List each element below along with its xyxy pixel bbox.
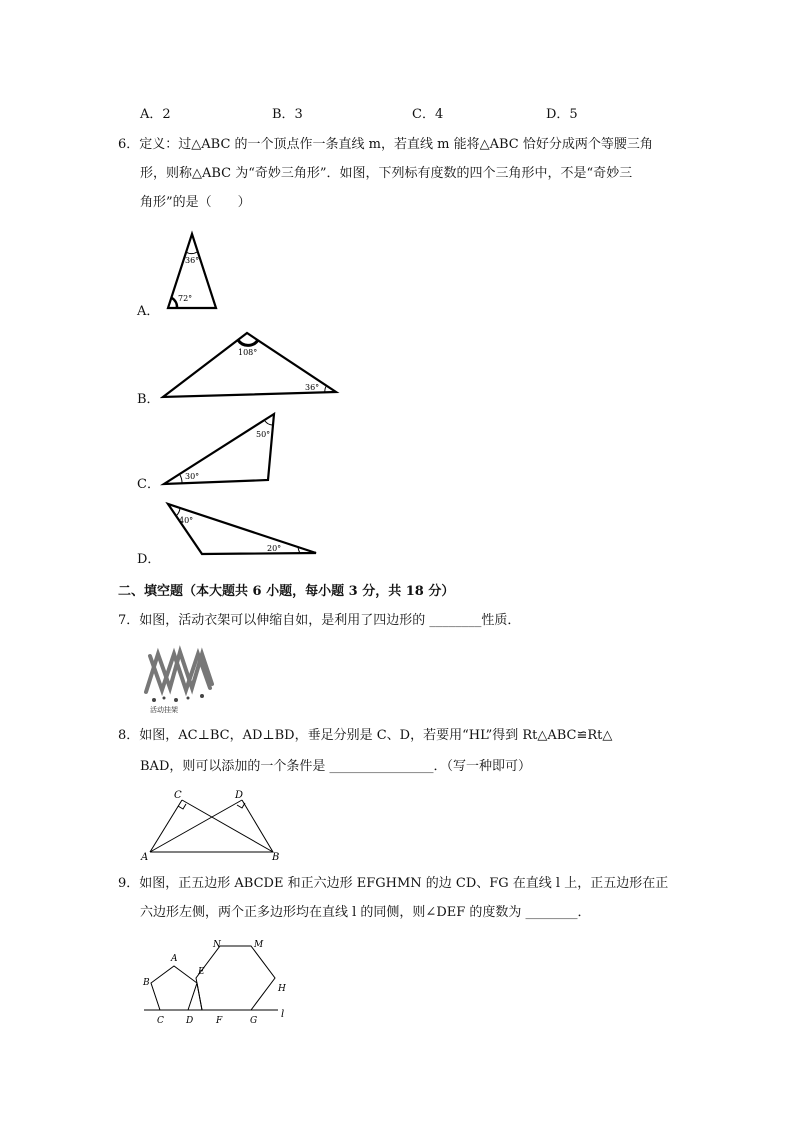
q9-label-f: F (216, 1016, 223, 1026)
q9-label-b: B (143, 978, 150, 988)
q9-label-n: N (213, 940, 221, 950)
q6-d-angle-left: 40° (179, 516, 194, 525)
q9-label-g: G (250, 1016, 258, 1026)
q8-label-d: D (235, 790, 244, 801)
q6-line-2: 形，则称△ABC 为“奇妙三角形”．如图，下列标有度数的四个三角形中，不是“奇妙三 (140, 166, 633, 181)
q7-text: 7．如图，活动衣架可以伸缩自如，是利用了四边形的 ________性质． (118, 613, 521, 628)
q5-option-a: A．2 (140, 107, 171, 122)
q6-c-angle-top: 50° (256, 430, 271, 439)
q9-line-2: 六边形左侧，两个正多边形均在直线 l 的同侧，则∠DEF 的度数为 ________． (140, 905, 591, 920)
q6-option-b-letter: B． (137, 392, 160, 407)
q6-a-angle-top: 36° (185, 256, 200, 265)
q8-label-a: A (141, 852, 149, 863)
q6-option-a-letter: A． (137, 304, 160, 319)
q6-triangle-a (160, 228, 230, 314)
q9-line-1: 9．如图，正五边形 ABCDE 和正六边形 EFGHMN 的边 CD、FG 在直线 l 上，正五边形在正 (118, 876, 669, 891)
q5-option-c: C．4 (412, 107, 444, 122)
q8-label-b: B (272, 852, 280, 863)
section-title: 二、填空题（本大题共 6 小题，每小题 3 分，共 18 分） (118, 584, 455, 599)
q6-a-angle-left: 72° (178, 294, 193, 303)
q9-label-a: A (171, 954, 178, 964)
q7-caption: 活动挂架 (150, 706, 178, 714)
q6-triangle-b (160, 326, 342, 400)
q6-triangle-c (160, 408, 282, 488)
q9-label-m: M (254, 940, 264, 950)
q6-d-angle-right: 20° (267, 544, 282, 553)
q9-label-e: E (198, 967, 205, 977)
q6-line-3: 角形”的是（ ） (140, 195, 251, 210)
q6-line-1: 6．定义：过△ABC 的一个顶点作一条直线 m，若直线 m 能将△ABC 恰好分成两个等腰三角 (118, 137, 653, 152)
q8-line-1: 8．如图，AC⊥BC，AD⊥BD，垂足分别是 C、D，若要用“HL”得到 Rt△ABC≌Rt△ (118, 728, 613, 743)
q8-figure (138, 784, 288, 864)
q6-triangle-d (160, 498, 322, 560)
q8-label-c: C (174, 790, 182, 801)
q6-option-c-letter: C． (137, 477, 160, 492)
q6-option-d-letter: D． (137, 552, 161, 567)
q9-label-c: C (157, 1016, 164, 1026)
q9-figure (138, 932, 298, 1028)
q7-hanger-figure (140, 644, 220, 714)
q5-option-d: D．5 (546, 107, 578, 122)
q8-line-2: BAD，则可以添加的一个条件是 ________________．（写一种即可） (140, 759, 531, 774)
q9-label-d: D (186, 1016, 194, 1026)
q9-label-h: H (278, 984, 286, 994)
q6-b-angle-top: 108° (238, 348, 258, 357)
q5-option-b: B．3 (272, 107, 303, 122)
q6-c-angle-left: 30° (185, 472, 200, 481)
q6-b-angle-right: 36° (305, 383, 320, 392)
q9-label-line-l: l (281, 1009, 285, 1020)
